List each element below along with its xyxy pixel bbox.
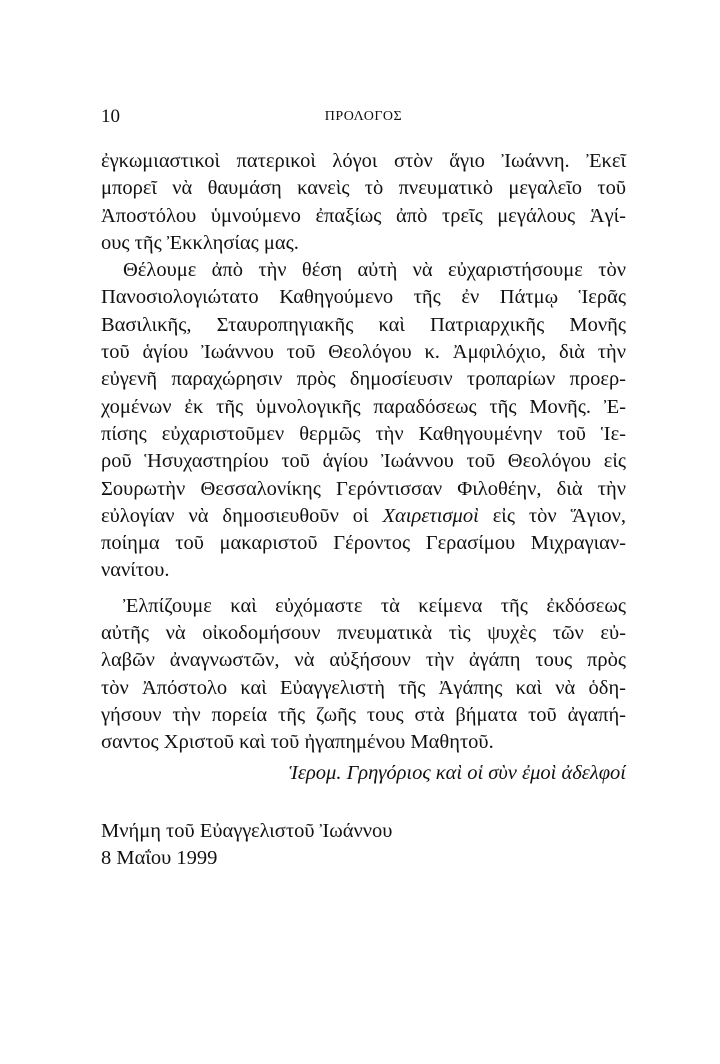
text-line: ἐγκωμιαστικοὶ πατερικοὶ λόγοι στὸν ἅγιο Ἰωάννη. Ἐκεῖ	[101, 150, 626, 172]
text-line: λαβῶν ἀναγνωστῶν, νὰ αὐξήσουν τὴν ἀγάπη τους πρὸς	[101, 649, 626, 672]
text-line: Ἀποστόλου ὑμνούμενο ἐπαξίως ἀπὸ τρεῖς μεγάλους Ἁγί-	[101, 204, 626, 227]
date-line: 8 Μαΐου 1999	[101, 847, 218, 869]
text-line: γήσουν τὴν πορεία τῆς ζωῆς τους στὰ βήματα τοῦ ἀγαπή-	[101, 703, 626, 726]
text-line: πίσης εὐχαριστοῦμεν θερμῶς τὴν Καθηγουμένην τοῦ Ἱε-	[101, 422, 626, 445]
occasion-line: Μνήμη τοῦ Εὐαγγελιστοῦ Ἰωάννου	[101, 820, 393, 842]
page-number: 10	[101, 106, 120, 127]
work-title: Χαιρετισμοὶ	[382, 504, 479, 527]
body-text	[101, 148, 626, 757]
text-line: Βασιλικῆς, Σταυροπηγιακῆς καὶ Πατριαρχικῆς Μονῆς	[101, 313, 626, 336]
text-line: νανίτου.	[101, 559, 170, 582]
text-line: ροῦ Ἡσυχαστηρίου τοῦ ἁγίου Ἰωάννου τοῦ Θεολόγου εἰς	[101, 450, 626, 473]
text-line: τοῦ ἁγίου Ἰωάννου τοῦ Θεολόγου κ. Ἀμφιλόχιο, διὰ τὴν	[101, 341, 626, 364]
text-line: τὸν Ἀπόστολο καὶ Εὐαγγελιστὴ τῆς Ἀγάπης καὶ νὰ ὁδη-	[101, 676, 626, 699]
text-line: σαντος Χριστοῦ καὶ τοῦ ἠγαπημένου Μαθητοῦ.	[101, 731, 494, 754]
running-head: ΠΡΟΛΟΓΟΣ	[324, 109, 403, 124]
text-line: εὐγενῆ παραχώρησιν πρὸς δημοσίευσιν τροπαρίων προερ-	[101, 368, 626, 391]
paragraph-3	[101, 593, 626, 757]
text-line: αὐτῆς νὰ οἰκοδομήσουν πνευματικὰ τὶς ψυχὲς τῶν εὐ-	[101, 622, 626, 645]
text-fragment: εὐλογίαν νὰ δημοσιευθοῦν οἱ	[101, 504, 383, 527]
text-fragment: εἰς τὸν Ἅγιον,	[478, 504, 626, 527]
text-line: χομένων ἐκ τῆς ὑμνολογικῆς παραδόσεως τῆς Μονῆς. Ἐ-	[101, 395, 626, 418]
closing-block	[101, 818, 626, 872]
text-line: Θέλουμε ἀπὸ τὴν θέση αὐτὴ νὰ εὐχαριστήσουμε τὸν	[123, 259, 626, 282]
text-line: μπορεῖ νὰ θαυμάση κανεὶς τὸ πνευματικὸ μεγαλεῖο τοῦ	[101, 177, 626, 200]
text-line: Πανοσιολογιώτατο Καθηγούμενο τῆς ἐν Πάτμῳ Ἱερᾶς	[101, 286, 626, 309]
text-line: ους τῆς Ἐκκλησίας μας.	[101, 231, 299, 254]
text-line: Σουρωτὴν Θεσσαλονίκης Γερόντισσαν Φιλοθέην, διὰ τὴν	[101, 477, 626, 500]
paragraph-2	[101, 257, 626, 585]
paragraph-1	[101, 148, 626, 257]
text-line: Ἐλπίζουμε καὶ εὐχόμαστε τὰ κείμενα τῆς ἐκδόσεως	[123, 594, 626, 617]
text-line-with-title	[101, 503, 626, 530]
signature: Ἱερομ. Γρηγόριος καὶ οἱ σὺν ἐμοὶ ἀδελφοί	[289, 762, 626, 784]
text-line: ποίημα τοῦ μακαριστοῦ Γέροντος Γερασίμου Μιχραγιαν-	[101, 532, 626, 555]
page-header	[101, 106, 626, 134]
